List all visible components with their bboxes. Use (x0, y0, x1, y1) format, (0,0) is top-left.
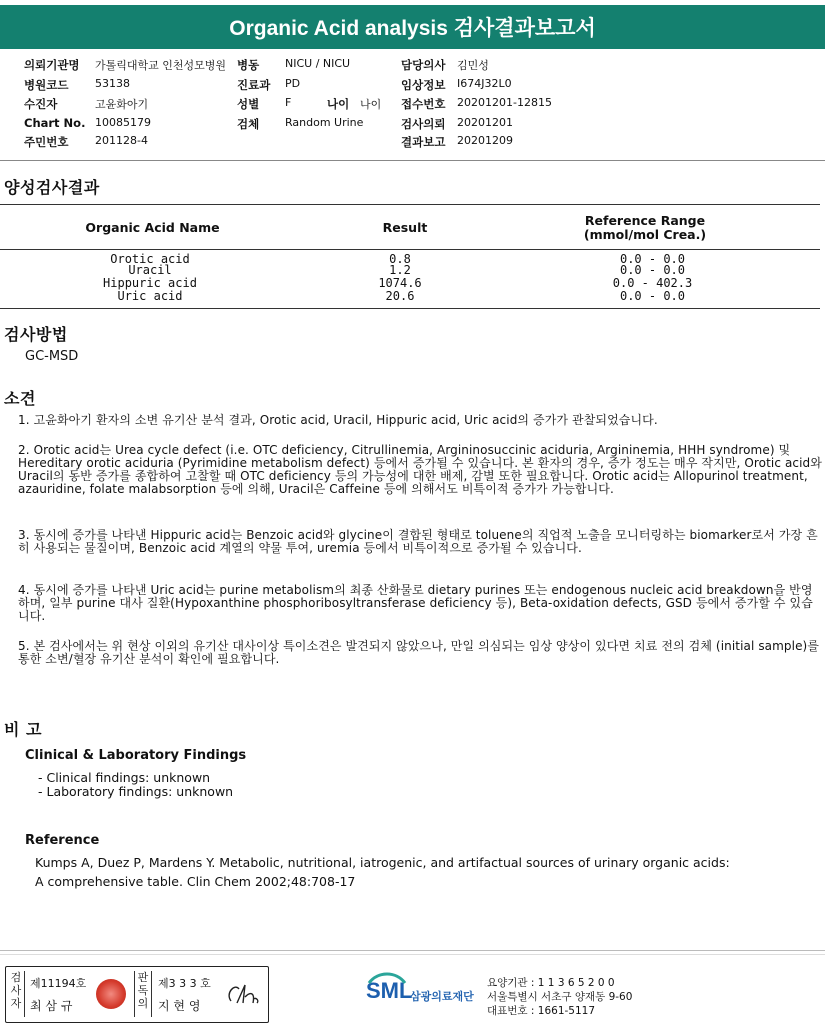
info-value: PD (285, 77, 301, 90)
seal-icon (96, 979, 126, 1009)
address: 서울특별시 서초구 양재동 9-60 (487, 991, 633, 1003)
reader-name: 지 현 영 (158, 999, 201, 1013)
info-label: 담당의사 (401, 58, 446, 72)
reader-label: 판독의 (134, 971, 152, 1017)
table-top-rule (0, 204, 820, 205)
method-heading: 검사방법 (4, 325, 68, 344)
positive-results-heading: 양성검사결과 (4, 178, 100, 197)
acid-ref: 0.0 - 402.3 (612, 276, 693, 290)
acid-ref: 0.0 - 0.0 (619, 263, 686, 277)
opinion-paragraph: 3. 동시에 증가를 나타낸 Hippuric acid는 Benzoic acid와 glycine이 결합된 형태로 toluene의 직업적 노출을 모니터링하는 biomarker로서 가장 흔히 사용되는 물질이며, Benzoic acid 계열의 약물 투여, uremia 등에서 비특이적으로 증가될 수 있습니다. (18, 528, 818, 555)
acid-result: 0.8 (389, 252, 411, 266)
reference-line: Kumps A, Duez P, Mardens Y. Metabolic, nutritional, iatrogenic, and artifactual sources of urinary organic acids: (35, 855, 730, 870)
info-value: 201128-4 (95, 134, 148, 147)
info-label: 나이 (327, 97, 350, 111)
acid-name: Hippuric acid (103, 276, 197, 290)
info-label: 수진자 (24, 97, 58, 111)
acid-result: 1074.6 (378, 276, 422, 290)
info-value: F (285, 96, 292, 109)
info-label: Chart No. (24, 116, 86, 130)
acid-name: Uracil (128, 263, 172, 277)
info-value: 53138 (95, 77, 130, 90)
acid-result: 1.2 (389, 263, 411, 277)
clinical-finding-line: - Clinical findings: unknown (38, 770, 211, 785)
opinion-heading: 소견 (4, 389, 36, 408)
clinical-findings-title: Clinical & Laboratory Findings (25, 748, 247, 763)
info-value: 20201201 (457, 116, 513, 129)
info-value: 20201209 (457, 134, 513, 147)
info-label: 병원코드 (24, 78, 69, 92)
opinion-paragraph: 4. 동시에 증가를 나타낸 Uric acid는 purine metabolism의 최종 산화물로 dietary purines 또는 endogenous nucleic acid breakdown을 반영하며, 일부 purine 대사 질환(Hypoxanthine phosphoribosyltransferase deficiency 등), Beta-oxidation defects, GSD 등에서 증가할 수 있습니다. (18, 583, 813, 623)
table-bottom-rule (0, 308, 820, 309)
info-value: 김민성 (457, 59, 489, 72)
signature-icon (221, 979, 261, 1011)
info-label: 검체 (237, 117, 260, 131)
col-header-name: Organic Acid Name (85, 220, 220, 235)
acid-result: 20.6 (385, 289, 415, 303)
opinion-paragraph: 1. 고윤화아기 환자의 소변 유기산 분석 결과, Orotic acid, Uracil, Hippuric acid, Uric acid의 증가가 관찰되었습니다. (18, 413, 658, 427)
info-value: 나이 (360, 98, 382, 111)
info-value: NICU / NICU (285, 57, 351, 70)
info-value: 가톨릭대학교 인천성모병원 (95, 59, 227, 72)
patient-info (0, 54, 825, 154)
info-label: 성별 (237, 97, 260, 111)
clinical-finding-line: - Laboratory findings: unknown (38, 784, 234, 799)
table-header-rule (0, 249, 820, 250)
institution-code: 요양기관 : 1 1 3 6 5 2 0 0 (487, 977, 615, 989)
logo-arc-icon (366, 972, 408, 984)
logo-name: 삼광의료재단 (410, 990, 474, 1003)
col-header-ref-unit: (mmol/mol Crea.) (583, 227, 707, 242)
info-value: 고윤화아기 (95, 98, 149, 111)
acid-ref: 0.0 - 0.0 (619, 252, 686, 266)
sml-logo: SML (366, 978, 413, 1003)
info-label: 주민번호 (24, 135, 69, 149)
tester-license: 제11194호 (30, 977, 87, 990)
info-value: 20201201-12815 (457, 96, 552, 109)
tester-name: 최 삼 규 (30, 999, 73, 1013)
opinion-paragraph: 2. Orotic acid는 Urea cycle defect (i.e. OTC deficiency, Citrullinemia, Argininosuccinic aciduria, Argininemia, HHH syndrome) 및 Hereditary orotic aciduria (Pyrimidine metabolism defect) 등에서 증가될 수 있습니다. 본 환자의 경우, 증가 정도는 매우 작지만, Orotic acid와 Uracil의 동반 증가를 종합하여 고찰할 때 OTC deficiency 등의 가능성에 대한 배제, 감별 또한 필요합니다. Orotic acid는 Allopurinol treatment, azauridine, folate malabsorption 등에 의해, Uracil은 Caffeine 등에 의해서도 비특이적 증가가 가능합니다. (18, 443, 822, 496)
info-label: 검사의뢰 (401, 117, 446, 131)
info-label: 임상정보 (401, 78, 446, 92)
footer-divider (0, 950, 825, 951)
info-label: 의뢰기관명 (24, 58, 80, 72)
method-value: GC-MSD (25, 349, 79, 364)
divider (0, 160, 825, 161)
acid-ref: 0.0 - 0.0 (619, 289, 686, 303)
tester-label: 검사자 (8, 971, 25, 1017)
acid-name: Uric acid (117, 289, 183, 303)
col-header-result: Result (382, 220, 428, 235)
acid-name: Orotic acid (110, 252, 190, 266)
opinion-paragraph: 5. 본 검사에서는 위 현상 이외의 유기산 대사이상 특이소견은 발견되지 않았으나, 만일 의심되는 임상 양상이 있다면 치료 전의 검체 (initial sample)를 통한 소변/혈장 유기산 분석이 확인에 필요합니다. (18, 639, 820, 666)
info-label: 접수번호 (401, 97, 446, 111)
report-title: Organic Acid analysis 검사결과보고서 (0, 5, 825, 49)
info-label: 결과보고 (401, 135, 446, 149)
reference-title: Reference (25, 833, 100, 848)
info-label: 병동 (237, 58, 260, 72)
reference-line: A comprehensive table. Clin Chem 2002;48:708-17 (35, 874, 356, 889)
info-value: I674J32L0 (457, 77, 512, 90)
remark-heading: 비 고 (4, 720, 42, 739)
reader-license: 제3 3 3 호 (158, 977, 211, 990)
phone: 대표번호 : 1661-5117 (487, 1005, 596, 1017)
footer-divider (0, 954, 825, 955)
signature-box (5, 966, 269, 1023)
info-label: 진료과 (237, 78, 271, 92)
info-value: Random Urine (285, 116, 364, 129)
col-header-ref: Reference Range (584, 213, 706, 228)
info-value: 10085179 (95, 116, 151, 129)
